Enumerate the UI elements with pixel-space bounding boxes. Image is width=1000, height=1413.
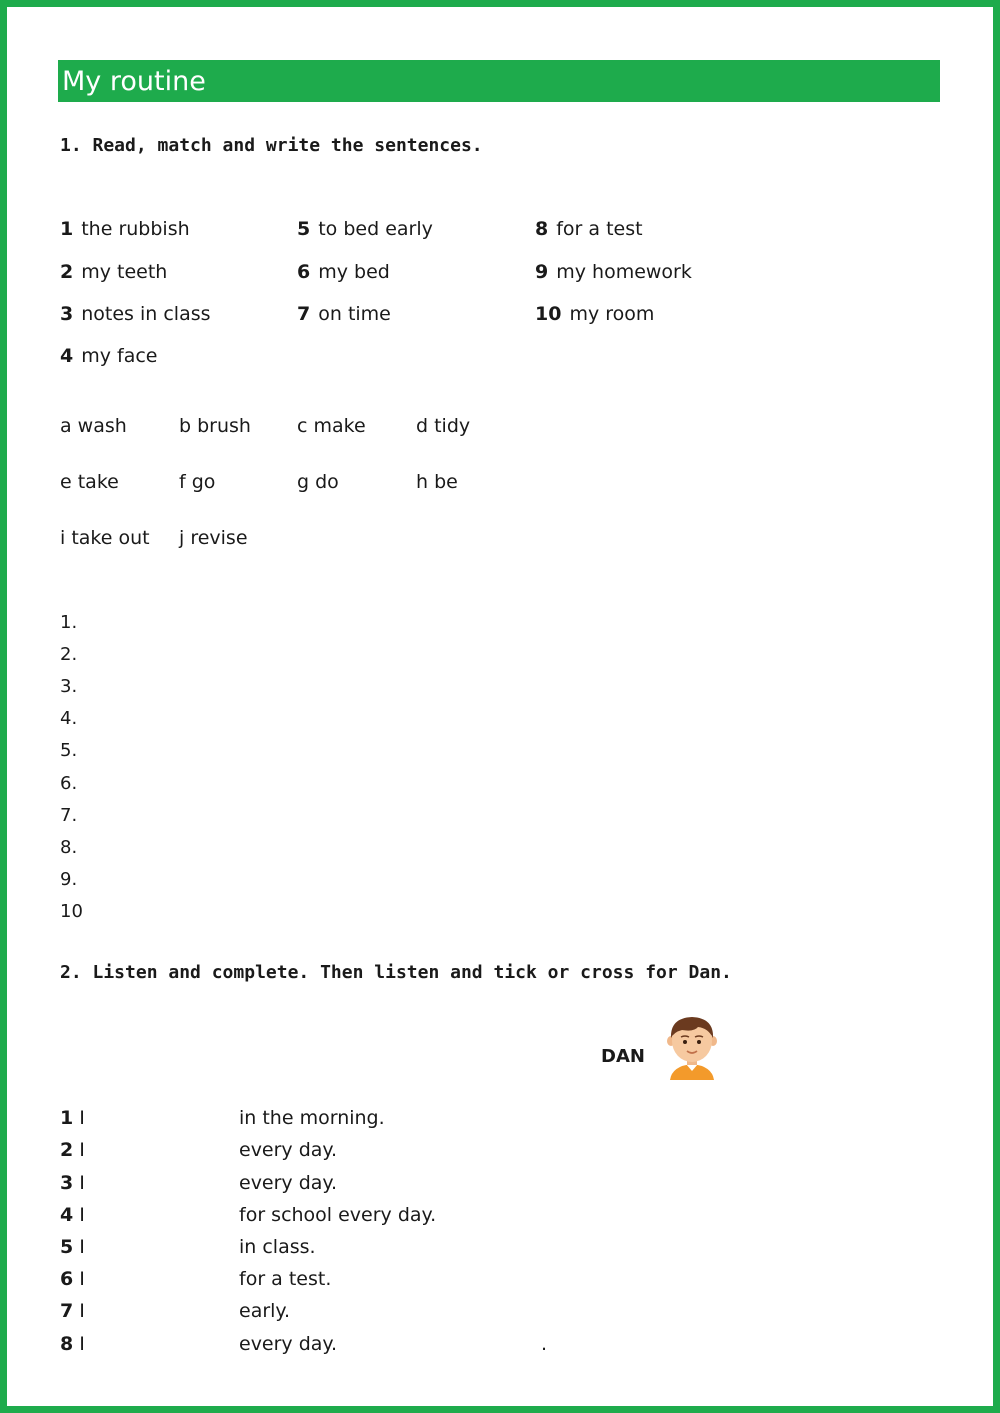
section1-instruction: 1. Read, match and write the sentences. xyxy=(60,135,483,156)
sentence-8-start: 8 I xyxy=(60,1333,85,1355)
sentence-4-start: 4 I xyxy=(60,1204,85,1226)
verb-i: i take out xyxy=(60,527,150,549)
dan-label: DAN xyxy=(601,1046,645,1067)
sentence-3-end: every day. xyxy=(239,1172,337,1194)
phrase-2: 2 my teeth xyxy=(60,261,168,283)
verb-h: h be xyxy=(416,471,458,493)
verb-e: e take xyxy=(60,471,119,493)
verb-a: a wash xyxy=(60,415,127,437)
answer-line-2[interactable]: 2. xyxy=(60,644,78,665)
verb-d: d tidy xyxy=(416,415,471,437)
sentence-4-end: for school every day. xyxy=(239,1204,437,1226)
sentence-1-start: 1 I xyxy=(60,1107,85,1129)
verb-j: j revise xyxy=(179,527,248,549)
sentence-8-end: every day. xyxy=(239,1333,337,1355)
verb-f: f go xyxy=(179,471,216,493)
phrase-5: 5 to bed early xyxy=(297,218,433,240)
phrase-10: 10 my room xyxy=(535,303,655,325)
worksheet-title: My routine xyxy=(58,60,940,102)
answer-line-1[interactable]: 1. xyxy=(60,612,78,633)
answer-line-4[interactable]: 4. xyxy=(60,708,78,729)
sentence-6-start: 6 I xyxy=(60,1268,85,1290)
answer-line-9[interactable]: 9. xyxy=(60,869,78,890)
phrase-1: 1 the rubbish xyxy=(60,218,190,240)
sentence-2-start: 2 I xyxy=(60,1139,85,1161)
answer-line-6[interactable]: 6. xyxy=(60,773,78,794)
answer-line-5[interactable]: 5. xyxy=(60,740,78,761)
phrase-9: 9 my homework xyxy=(535,261,692,283)
section2-instruction: 2. Listen and complete. Then listen and tick or cross for Dan. xyxy=(60,962,732,983)
sentence-5-end: in class. xyxy=(239,1236,316,1258)
sentence-3-start: 3 I xyxy=(60,1172,85,1194)
sentence-2-end: every day. xyxy=(239,1139,337,1161)
answer-line-3[interactable]: 3. xyxy=(60,676,78,697)
phrase-7: 7 on time xyxy=(297,303,391,325)
verb-b: b brush xyxy=(179,415,251,437)
trailing-dot: . xyxy=(541,1333,548,1355)
sentence-1-end: in the morning. xyxy=(239,1107,385,1129)
sentence-7-end: early. xyxy=(239,1300,290,1322)
sentence-7-start: 7 I xyxy=(60,1300,85,1322)
answer-line-8[interactable]: 8. xyxy=(60,837,78,858)
boy-avatar-icon xyxy=(664,1014,720,1080)
sentence-5-start: 5 I xyxy=(60,1236,85,1258)
sentence-6-end: for a test. xyxy=(239,1268,332,1290)
phrase-4: 4 my face xyxy=(60,345,158,367)
phrase-6: 6 my bed xyxy=(297,261,390,283)
verb-c: c make xyxy=(297,415,366,437)
phrase-8: 8 for a test xyxy=(535,218,643,240)
verb-g: g do xyxy=(297,471,339,493)
phrase-3: 3 notes in class xyxy=(60,303,211,325)
answer-line-7[interactable]: 7. xyxy=(60,805,78,826)
answer-line-10[interactable]: 10 xyxy=(60,901,83,922)
